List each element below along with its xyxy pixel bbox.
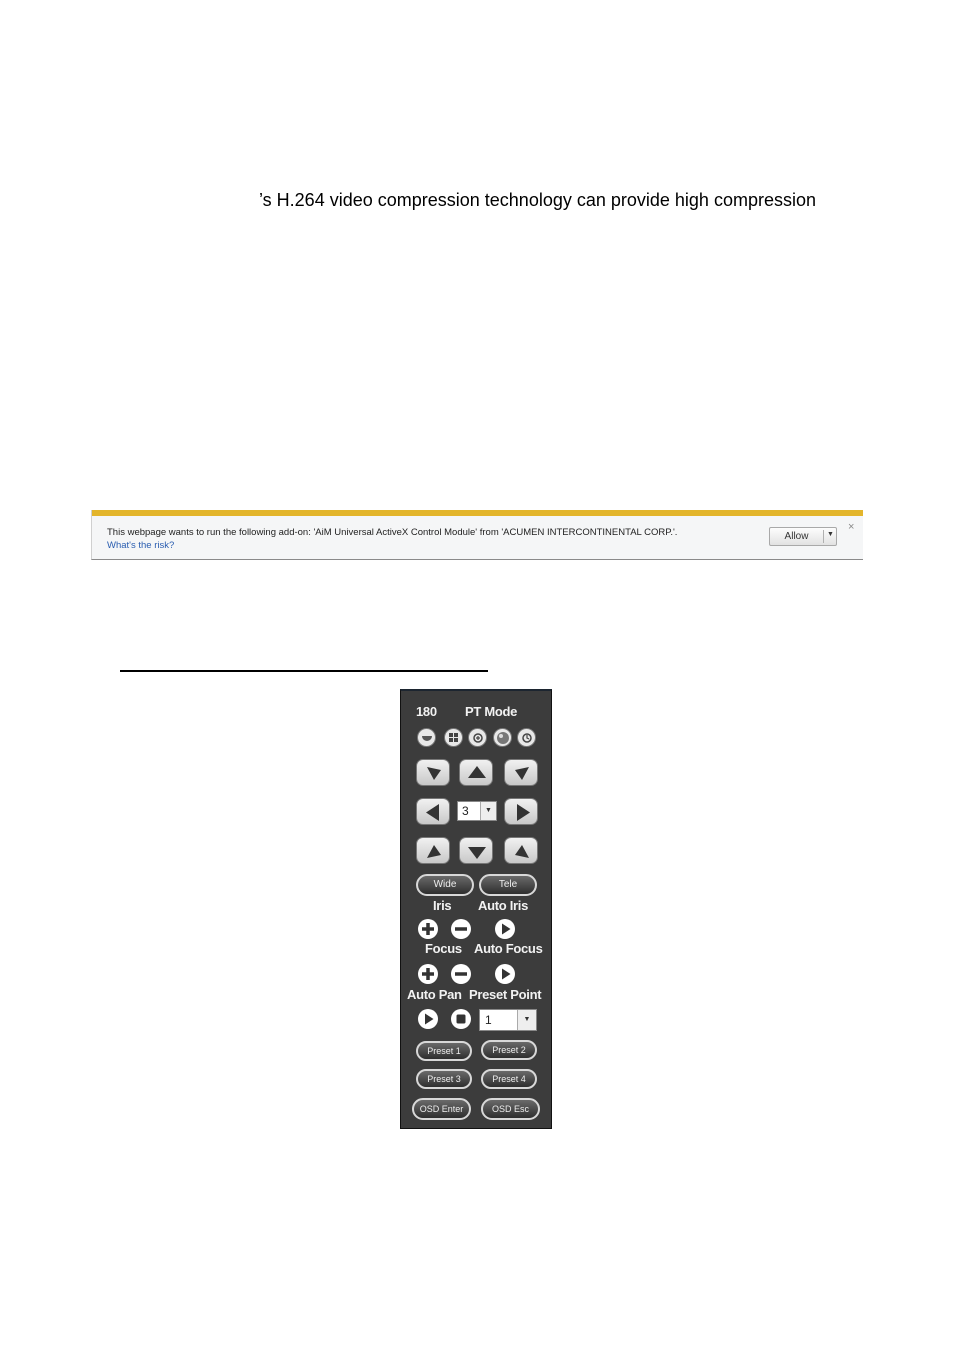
close-icon[interactable]: × [848,521,855,533]
auto-focus-label: Auto Focus [474,941,543,956]
minus-icon [451,964,471,984]
allow-button[interactable] [769,527,837,546]
tilt-down-button[interactable] [459,837,493,864]
arrow-up-right-icon [505,760,539,787]
osd-enter-button[interactable]: OSD Enter [412,1098,471,1120]
osd-esc-button[interactable]: OSD Esc [481,1098,540,1120]
infobar-stripe [92,510,863,516]
preset-point-value: 1 [485,1013,492,1027]
zoom-tele-button[interactable]: Tele [479,874,537,896]
arrow-down-icon [460,838,494,865]
pan-down-left-button[interactable] [416,837,450,864]
speed-value: 3 [462,804,469,818]
arrow-down-left-icon [417,838,451,865]
section-heading-underline [120,670,488,672]
auto-pan-label: Auto Pan [407,987,462,1002]
pan-right-button[interactable] [504,798,538,825]
zoom-icon[interactable] [468,728,487,747]
pt-mode-label: PT Mode [465,704,518,719]
preset-1-button[interactable]: Preset 1 [416,1041,472,1061]
ptz-control-panel [400,689,552,1129]
tilt-up-button[interactable] [459,759,493,786]
preset-3-button[interactable]: Preset 3 [416,1069,472,1089]
iris-label: Iris [433,898,452,913]
play-icon [495,919,515,939]
pan-up-right-button[interactable] [504,759,538,786]
angle-label: 180 [416,704,437,719]
allow-separator [823,530,824,543]
preset-point-select[interactable] [479,1009,537,1031]
pan-up-left-button[interactable] [416,759,450,786]
arrow-right-icon [505,799,539,826]
preset-2-button[interactable]: Preset 2 [481,1040,537,1060]
chevron-down-icon[interactable]: ▼ [480,802,496,820]
allow-label: Allow [784,531,809,542]
arrow-left-icon [417,799,451,826]
arrow-down-right-icon [505,838,539,865]
pan-down-right-button[interactable] [504,837,538,864]
focus-label: Focus [425,941,462,956]
preset-4-button[interactable]: Preset 4 [481,1069,537,1089]
intro-text: ’s H.264 video compression technology can provide high compression [259,190,816,210]
auto-focus-button[interactable] [495,964,515,984]
activex-infobar [91,510,863,560]
play-icon [495,964,515,984]
auto-pan-start-button[interactable] [418,1009,438,1029]
iris-open-button[interactable] [418,919,438,939]
arrow-up-icon [460,760,494,787]
auto-pan-stop-button[interactable] [451,1009,471,1029]
focus-near-button[interactable] [418,964,438,984]
sphere-icon[interactable] [493,728,512,747]
focus-far-button[interactable] [451,964,471,984]
zoom-wide-button[interactable]: Wide [416,874,474,896]
plus-icon [418,964,438,984]
chevron-down-icon[interactable]: ▼ [827,531,834,538]
arrow-up-left-icon [417,760,451,787]
whats-the-risk-link[interactable]: What's the risk? [107,540,175,551]
infobar-message: This webpage wants to run the following add-on: 'AiM Universal ActiveX Control Module' from 'ACUMEN INTERCONTINENTAL CORP.'. [107,527,678,538]
plus-icon [418,919,438,939]
chevron-down-icon[interactable]: ▼ [517,1010,536,1030]
pan-left-button[interactable] [416,798,450,825]
auto-iris-button[interactable] [495,919,515,939]
auto-iris-label: Auto Iris [478,898,529,913]
stop-icon [451,1009,471,1029]
rotate-icon[interactable] [517,728,536,747]
dome-icon[interactable] [417,728,436,747]
grid-icon[interactable] [444,728,463,747]
speed-select[interactable] [457,801,497,821]
play-icon [418,1009,438,1029]
iris-close-button[interactable] [451,919,471,939]
minus-icon [451,919,471,939]
preset-point-label: Preset Point [469,987,542,1002]
